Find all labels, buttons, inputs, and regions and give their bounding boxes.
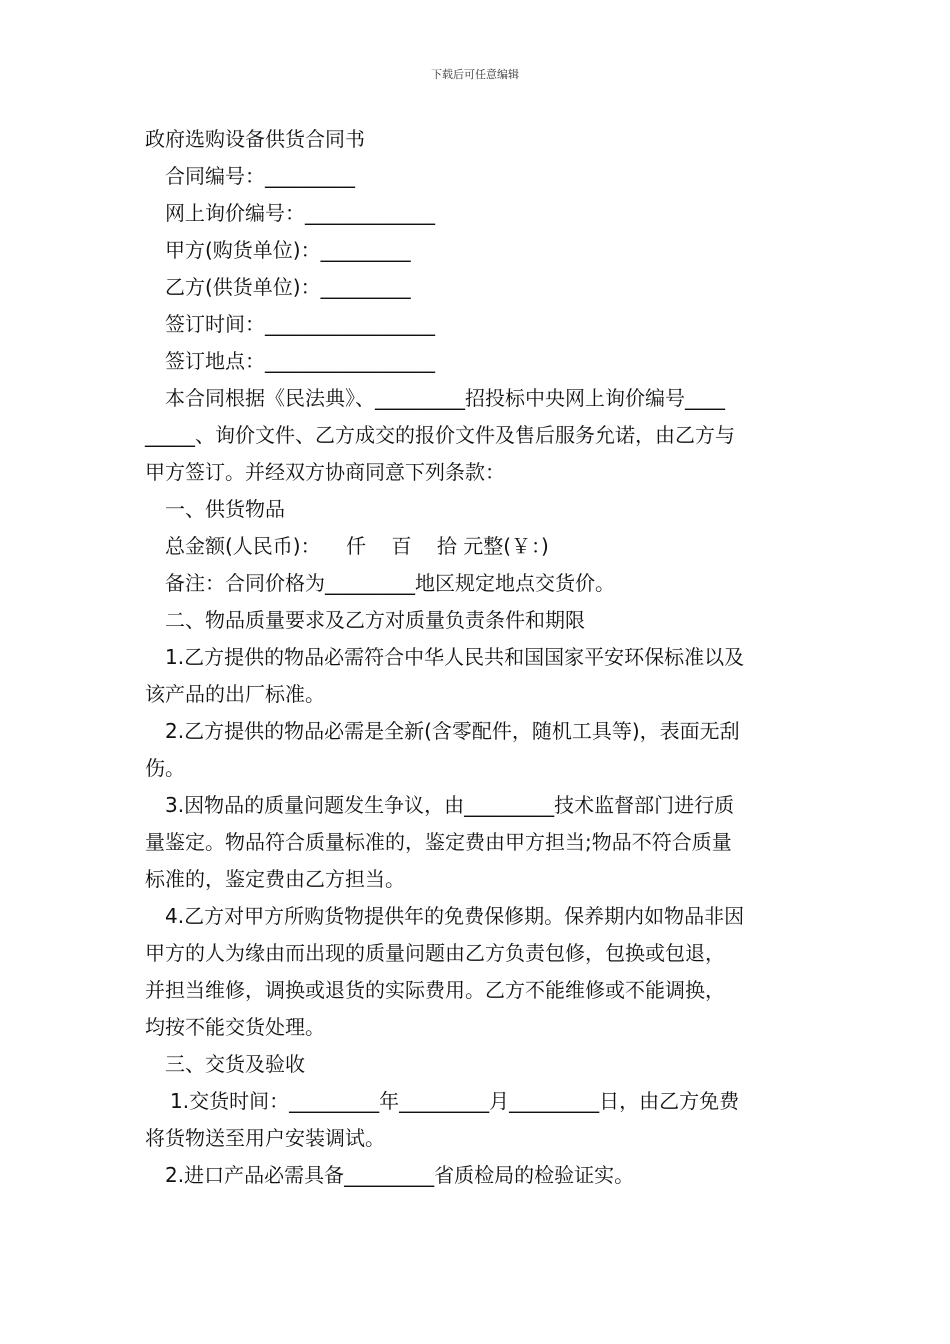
clause-line: 标准的，鉴定费由乙方担当。	[145, 867, 405, 891]
contract-number-field: 合同编号：_________	[165, 164, 355, 188]
signing-time-field: 签订时间：_________________	[165, 312, 435, 336]
clause-line: 均按不能交货处理。	[145, 1015, 325, 1039]
preamble-line: _____、询价文件、乙方成交的报价文件及售后服务允诺，由乙方与	[145, 423, 735, 447]
party-b-field: 乙方(供货单位)：_________	[165, 275, 411, 299]
section-heading: 二、物品质量要求及乙方对质量负责条件和期限	[165, 608, 585, 632]
clause-line: 3.因物品的质量问题发生争议，由_________技术监督部门进行质	[165, 793, 735, 817]
clause-line: 伤。	[145, 756, 185, 780]
total-amount-line: 总金额(人民币)： 仟 百 拾 元整(￥：)	[165, 534, 549, 558]
preamble-line: 甲方签订。并经双方协商同意下列条款：	[145, 460, 505, 484]
clause-line: 将货物送至用户安装调试。	[145, 1126, 385, 1150]
clause-line: 4.乙方对甲方所购货物提供年的免费保修期。保养期内如物品非因	[165, 904, 745, 928]
remark-line: 备注：合同价格为_________地区规定地点交货价。	[165, 571, 615, 595]
preamble-line: 本合同根据《民法典》、_________招投标中央网上询价编号____	[165, 386, 725, 410]
section-heading: 一、供货物品	[165, 497, 285, 521]
clause-line: 2.乙方提供的物品必需是全新(含零配件，随机工具等)，表面无刮	[165, 719, 740, 743]
clause-line: 并担当维修，调换或退货的实际费用。乙方不能维修或不能调换，	[145, 978, 725, 1002]
clause-line: 该产品的出厂标准。	[145, 682, 325, 706]
page-header: 下载后可任意编辑	[431, 68, 519, 81]
contract-document	[145, 121, 810, 1194]
clause-line: 1.交货时间：_________年_________月_________日，由乙方免费	[170, 1089, 740, 1113]
contract-title: 政府选购设备供货合同书	[145, 127, 365, 151]
party-a-field: 甲方(购货单位)：_________	[165, 238, 411, 262]
clause-line: 量鉴定。物品符合质量标准的，鉴定费由甲方担当;物品不符合质量	[145, 830, 732, 854]
section-heading: 三、交货及验收	[165, 1052, 305, 1076]
clause-line: 2.进口产品必需具备_________省质检局的检验证实。	[165, 1163, 635, 1187]
clause-line: 甲方的人为缘由而出现的质量问题由乙方负责包修，包换或包退，	[145, 941, 725, 965]
clause-line: 1.乙方提供的物品必需符合中华人民共和国国家平安环保标准以及	[165, 645, 745, 669]
signing-place-field: 签订地点：_________________	[165, 349, 435, 373]
online-inquiry-number-field: 网上询价编号：_____________	[165, 201, 435, 225]
